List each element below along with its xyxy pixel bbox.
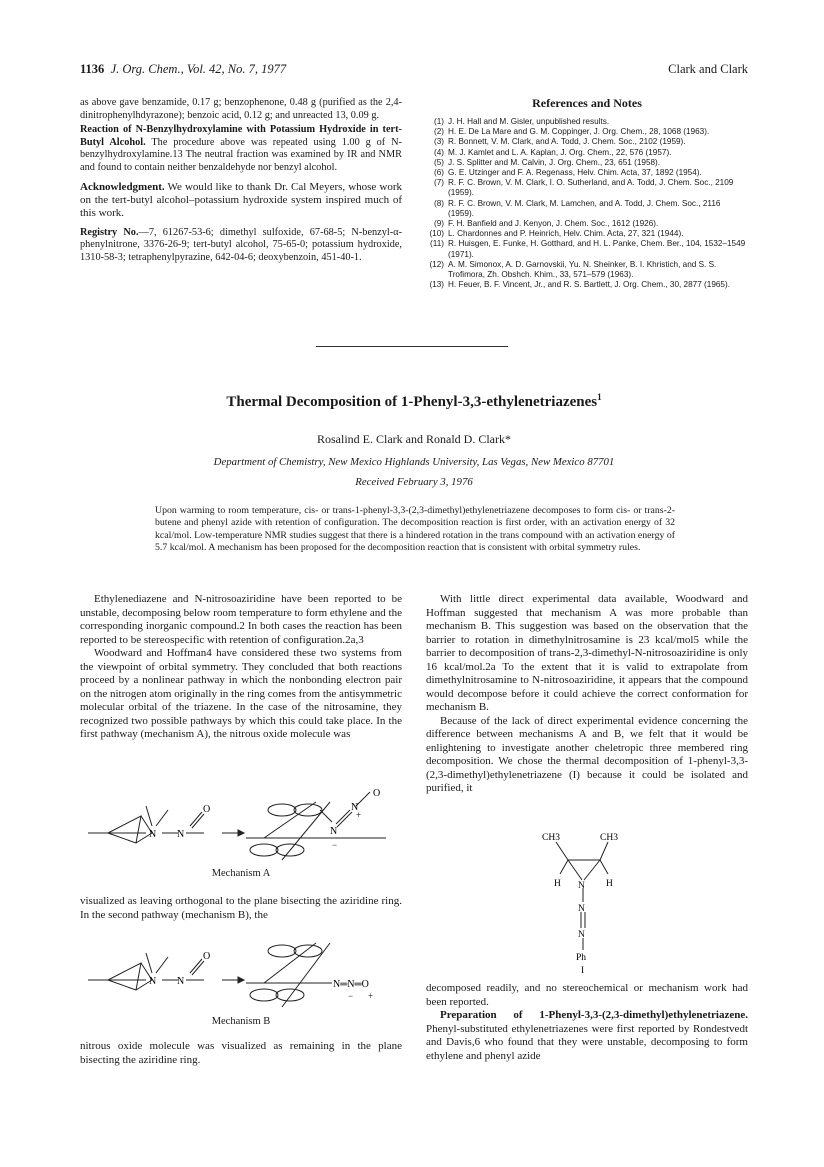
reference-text: R. F. C. Brown, V. M. Clark, I. O. Sutherland, and A. Todd, J. Chem. Soc., 2109 (1959). <box>448 178 734 198</box>
reference-text: G. E. Utzinger and F. A. Regenass, Helv. Chim. Acta, 37, 1892 (1954). <box>448 168 702 178</box>
svg-text:I: I <box>581 966 585 974</box>
experimental-continuation: as above gave benzamide, 0.17 g; benzophenone, 0.48 g (purified as the 2,4-dinitrophenylhdyrazone); benzoic acid, 0.12 g; and unreacted 13, 0.09 g. <box>80 97 402 121</box>
reference-item <box>426 137 748 147</box>
left-column-intro <box>80 593 402 742</box>
reference-item <box>426 148 748 158</box>
section-divider <box>316 346 508 347</box>
previous-article-end <box>80 97 402 271</box>
svg-text:−: − <box>348 991 354 1001</box>
mechanism-b-caption: Mechanism B <box>211 1016 271 1027</box>
reference-number: (11) <box>430 239 444 249</box>
svg-text:CH3: CH3 <box>542 833 560 843</box>
structure-i-diagram <box>520 828 660 974</box>
svg-text:+: + <box>368 991 374 1001</box>
intro-paragraph-1: Ethylenediazene and N-nitrosoaziridine have been reported to be unstable, decomposing below room temperature to form ethylene and the corresponding inorganic compound.2 In both cases the reaction has been reported to be stereospecific with retention of configuration.2a,3 <box>80 593 402 646</box>
mechanism-text <box>80 895 402 922</box>
page-number: 1136 <box>80 62 105 76</box>
header-authors: Clark and Clark <box>668 62 748 76</box>
registry-numbers: Registry No.—7, 61267-53-6; dimethyl sulfoxide, 67-68-5; N-benzyl-α-phenylnitrone, 3376-26-9; tert-butyl alcohol, 75-65-0; potassium hydroxide, 1310-58-3; tetraphenylpyrazine, 642-04-6; deoxybenzoin, 451-40-1. <box>80 226 402 263</box>
right-column-text <box>426 593 748 796</box>
received-date: Received February 3, 1976 <box>355 476 473 488</box>
svg-text:N: N <box>578 930 585 940</box>
reference-number: (6) <box>433 168 444 178</box>
svg-text:O: O <box>203 951 211 962</box>
svg-text:N═N═O: N═N═O <box>333 979 369 990</box>
intro-paragraph-2: Woodward and Hoffman4 have considered these two systems from the viewpoint of orbital symmetry. They concluded that both reactions proceed by a nonlinear pathway in which the nonbonding electron pair on the nitrogen atom originally in the ring comes from the antisymmetric molecular orbital of the triazene. In the case of the nitrosamine, they recognized two possible pathways by which this could take place. In the first pathway (mechanism A), the nitrous oxide molecule was <box>80 647 402 740</box>
acknowledgment: Acknowledgment. We would like to thank Dr. Cal Meyers, whose work on the tert-butyl alcohol–potassium hydroxide system inspired much of this work. <box>80 180 402 220</box>
reference-item <box>426 199 748 219</box>
right-column-continued <box>426 982 748 1063</box>
svg-text:H: H <box>554 879 561 889</box>
article-authors: Rosalind E. Clark and Ronald D. Clark* <box>317 432 511 446</box>
svg-text:O: O <box>373 788 381 799</box>
svg-text:−: − <box>332 840 338 850</box>
affiliation: Department of Chemistry, New Mexico Highlands University, Las Vegas, New Mexico 87701 <box>213 456 615 468</box>
mechanism-paragraph: visualized as leaving orthogonal to the plane bisecting the aziridine ring. In the second pathway (mechanism B), the <box>80 895 402 921</box>
abstract: Upon warming to room temperature, cis- or trans-1-phenyl-3,3-(2,3-dimethyl)ethylenetriazene decomposes to form cis- or trans-2-butene and phenyl azide with retention of configuration. The decomposition reaction is first order, with an activation energy of 32 kcal/mol. Low-temperature NMR studies suggest that there is a hindered rotation in the trans compound with an activation energy of 5.7 kcal/mol. A mechanism has been proposed for the decomposition reaction that is consistent with orbital symmetry rules. <box>155 505 676 554</box>
reference-number: (5) <box>433 157 444 167</box>
reference-text: R. Bonnett, V. M. Clark, and A. Todd, J. Chem. Soc., 2102 (1959). <box>448 137 686 147</box>
svg-text:N: N <box>351 802 359 813</box>
reference-text: R. Huisgen, E. Funke, H. Gotthard, and H. L. Panke, Chem. Ber., 104, 1532–1549 (1971). <box>448 239 746 259</box>
reference-number: (7) <box>433 178 444 188</box>
svg-text:H: H <box>606 879 613 889</box>
reference-item <box>426 239 748 259</box>
reference-item <box>426 117 748 127</box>
reference-item <box>426 168 748 178</box>
svg-text:N: N <box>330 826 338 837</box>
reference-number: (12) <box>429 259 444 269</box>
references-title: References and Notes <box>532 96 642 110</box>
reference-number: (2) <box>433 127 444 137</box>
mechanism-b-paragraph: nitrous oxide molecule was visualized as remaining in the plane bisecting the aziridine ring. <box>80 1040 402 1066</box>
reference-text: M. J. Kamlet and L. A. Kaplan, J. Org. Chem., 22, 576 (1957). <box>448 147 672 157</box>
svg-text:N: N <box>177 829 185 840</box>
svg-text:Ph: Ph <box>576 953 587 963</box>
svg-text:N: N <box>149 976 157 987</box>
svg-text:N: N <box>578 904 585 914</box>
reference-text: J. H. Hall and M. Gisler, unpublished results. <box>448 117 610 126</box>
reference-text: L. Chardonnes and P. Heinrich, Helv. Chim. Acta, 27, 321 (1944). <box>448 229 684 239</box>
reference-number: (8) <box>433 198 444 208</box>
reference-list <box>426 117 748 290</box>
reference-number: (3) <box>433 137 444 147</box>
reference-number: (10) <box>429 229 444 239</box>
reference-text: R. F. C. Brown, V. M. Clark, M. Lamchen, and A. Todd, J. Chem. Soc., 2116 (1959). <box>448 198 721 218</box>
reference-text: J. S. Splitter and M. Calvin, J. Org. Chem., 23, 651 (1958). <box>448 157 661 167</box>
svg-text:N: N <box>177 976 185 987</box>
mechanism-b-text <box>80 1040 402 1067</box>
svg-text:N: N <box>149 829 157 840</box>
reference-item <box>426 260 748 280</box>
svg-text:CH3: CH3 <box>600 833 618 843</box>
reference-item <box>426 280 748 290</box>
reference-text: H. Feuer, B. F. Vincent, Jr., and R. S. Bartlett, J. Org. Chem., 30, 2877 (1965). <box>448 280 730 290</box>
discussion-paragraph-1: With little direct experimental data available, Woodward and Hoffman suggested that mechanism A was more probable than mechanism B. This suggestion was based on the observation that the barrier to rotation in dimethylnitrosamine is 23 kcal/mol5 while the barrier to decomposition of trans-2,3-dimethyl-N-nitrosoaziridine is only 16 kcal/mol.2a To the extent that it is valid to extrapolate from dimethylnitrosamine to N-nitrosoaziridine, it appears that the compound would decompose before it could achieve the correct conformation for mechanism B. <box>426 593 748 713</box>
reference-text: H. E. De La Mare and G. M. Coppinger, J. Org. Chem., 28, 1068 (1963). <box>448 127 710 137</box>
reference-text: A. M. Simonox, A. D. Garnovskii, Yu. N. Sheinker, B. I. Khristich, and S. S. Trofimora, Zh. Obshch. Khim., 33, 571–579 (1963). <box>448 259 717 280</box>
preparation-paragraph: Preparation of 1-Phenyl-3,3-(2,3-dimethyl)ethylenetriazene. Phenyl-substituted ethylenetriazenes were first reported by Rondestvedt and Davis,6 who found that they were unstable, decomposing to form ethylene and phenyl azide <box>426 1009 748 1062</box>
references-section <box>426 96 748 290</box>
discussion-paragraph-3: decomposed readily, and no stereochemical or mechanism work had been reported. <box>426 982 748 1008</box>
reference-number: (13) <box>429 280 444 290</box>
mechanism-a-diagram <box>86 788 396 868</box>
experimental-paragraph: Reaction of N-Benzylhydroxylamine with Potassium Hydroxide in tert-Butyl Alcohol. The procedure above was repeated using 1.00 g of N-benzylhydroxylamine.13 The neutral fraction was examined by IR and NMR and found to contain neither benzaldehyde nor benzyl alcohol. <box>80 124 402 173</box>
mechanism-b-diagram <box>86 935 396 1010</box>
svg-text:O: O <box>203 804 211 815</box>
reference-text: F. H. Banfield and J. Kenyon, J. Chem. Soc., 1612 (1926). <box>448 219 659 229</box>
reference-number: (4) <box>433 147 444 157</box>
reference-item <box>426 219 748 229</box>
reference-item <box>426 229 748 239</box>
reference-item <box>426 178 748 198</box>
mechanism-a-caption: Mechanism A <box>211 868 271 879</box>
discussion-paragraph-2: Because of the lack of direct experimental evidence concerning the difference between mechanisms A and B, we felt that it would be enlightening to investigate another cheletropic three membered ring decomposition. We chose the thermal decomposition of 1-phenyl-3,3-(2,3-dimethyl)ethylenetriazene (I) because it could be isolated and purified, it <box>426 714 748 794</box>
reference-item <box>426 158 748 168</box>
reference-number: (9) <box>433 219 444 229</box>
svg-text:N: N <box>578 881 585 891</box>
reference-number: (1) <box>433 117 444 126</box>
svg-text:+: + <box>356 810 362 820</box>
article-title: Thermal Decomposition of 1-Phenyl-3,3-ethylenetriazenes$^1$ <box>226 392 602 410</box>
reference-item <box>426 127 748 137</box>
journal-citation: J. Org. Chem., Vol. 42, No. 7, 1977 <box>110 62 287 76</box>
